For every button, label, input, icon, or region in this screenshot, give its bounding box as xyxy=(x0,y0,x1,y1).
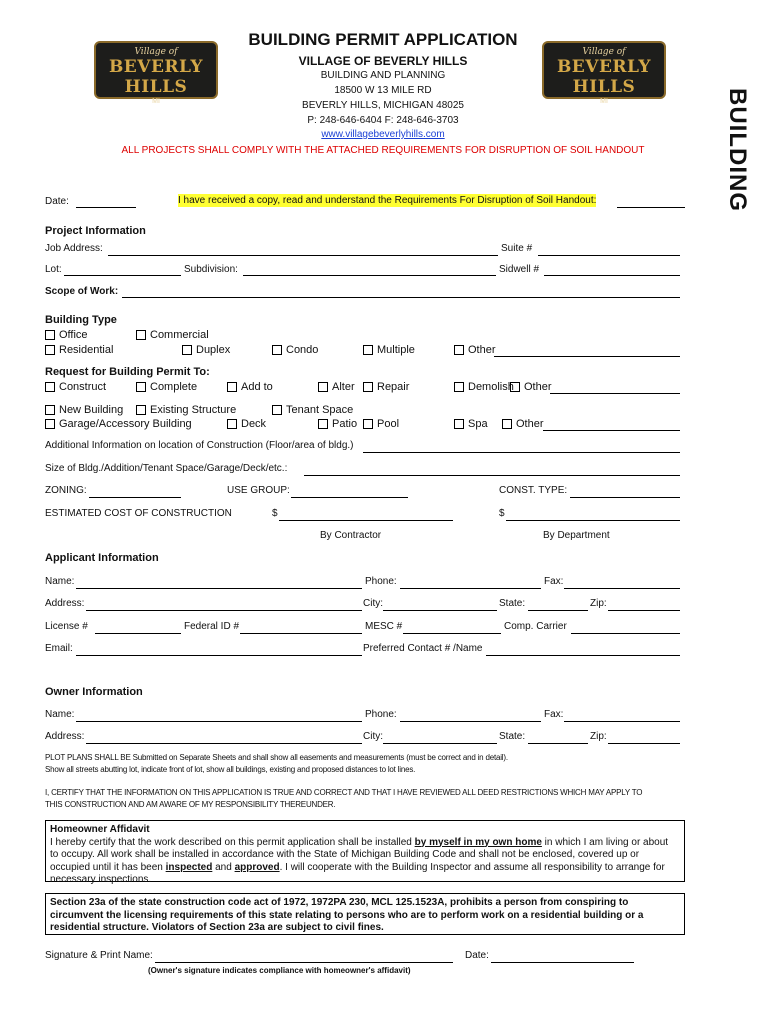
checkbox-icon xyxy=(45,330,55,340)
dollar-sign-department: $ xyxy=(499,508,505,519)
applicant-name-label: Name: xyxy=(45,576,75,587)
owner-name-field[interactable] xyxy=(76,721,362,722)
certify-line-1: I, CERTIFY THAT THE INFORMATION ON THIS APPLICATION IS TRUE AND CORRECT AND THAT I HAVE REVIEWED ALL DEED RESTRICTIONS WHICH MAY APPLY TO xyxy=(45,788,643,797)
sidwell-label: Sidwell # xyxy=(499,264,540,275)
checkbox-icon xyxy=(272,345,282,355)
by-department-label: By Department xyxy=(543,530,610,541)
request-complete[interactable]: Complete xyxy=(136,381,197,393)
checkbox-icon xyxy=(136,382,146,392)
dollar-sign-contractor: $ xyxy=(272,508,278,519)
request-spa[interactable]: Spa xyxy=(454,418,488,430)
owner-address-field[interactable] xyxy=(86,743,362,744)
zoning-field[interactable] xyxy=(89,497,181,498)
building-type-other-field[interactable] xyxy=(494,356,680,357)
checkbox-icon xyxy=(227,419,237,429)
signature-label: Signature & Print Name: xyxy=(45,950,153,961)
signature-field[interactable] xyxy=(155,962,453,963)
license-field[interactable] xyxy=(95,633,181,634)
affidavit-emphasis: by myself in my own home xyxy=(414,836,542,848)
request-construct[interactable]: Construct xyxy=(45,381,106,393)
request-other-2[interactable]: Other xyxy=(502,418,544,430)
comp-carrier-field[interactable] xyxy=(571,633,680,634)
project-info-heading: Project Information xyxy=(45,225,146,237)
owner-name-label: Name: xyxy=(45,709,75,720)
building-type-residential[interactable]: Residential xyxy=(45,344,113,356)
address-line-2: BEVERLY HILLS, MICHIGAN 48025 xyxy=(302,100,464,111)
phone-fax: P: 248-646-6404 F: 248-646-3703 xyxy=(307,115,459,126)
owner-fax-field[interactable] xyxy=(564,721,680,722)
scope-label: Scope of Work: xyxy=(45,286,119,297)
logo-top-text: Village of xyxy=(134,47,178,57)
lot-label: Lot: xyxy=(45,264,62,275)
job-address-label: Job Address: xyxy=(45,243,103,254)
department: BUILDING AND PLANNING xyxy=(320,70,446,81)
federal-id-field[interactable] xyxy=(240,633,362,634)
date-label: Date: xyxy=(45,196,69,207)
email-field[interactable] xyxy=(76,655,362,656)
affidavit-line-3: occupied until it has been inspected and approved. I will cooperate with the Building Inspector and assume all responsibility to arrange for xyxy=(50,861,665,873)
owner-zip-field[interactable] xyxy=(608,743,680,744)
lot-field[interactable] xyxy=(64,275,181,276)
request-garage[interactable]: Garage/Accessory Building xyxy=(45,418,192,430)
request-pool[interactable]: Pool xyxy=(363,418,399,430)
acknowledgement-field[interactable] xyxy=(617,207,685,208)
logo-top-text: Village of xyxy=(582,47,626,57)
request-patio[interactable]: Patio xyxy=(318,418,357,430)
checkbox-icon xyxy=(318,419,328,429)
plot-plans-line-1: PLOT PLANS SHALL BE Submitted on Separate Sheets and shall show all easements and measurements (must be correct and in detail). xyxy=(45,753,508,762)
request-new-building[interactable]: New Building xyxy=(45,404,123,416)
form-title: BUILDING PERMIT APPLICATION xyxy=(248,30,518,49)
owner-phone-label: Phone: xyxy=(365,709,397,720)
sidwell-field[interactable] xyxy=(544,275,680,276)
suite-field[interactable] xyxy=(538,255,680,256)
owner-phone-field[interactable] xyxy=(400,721,541,722)
request-alter[interactable]: Alter xyxy=(318,381,355,393)
const-type-label: CONST. TYPE: xyxy=(499,485,568,496)
applicant-state-field[interactable] xyxy=(528,610,588,611)
applicant-state-label: State: xyxy=(499,598,526,609)
signature-date-field[interactable] xyxy=(491,962,634,963)
checkbox-icon xyxy=(318,382,328,392)
checkbox-icon xyxy=(45,382,55,392)
applicant-zip-label: Zip: xyxy=(590,598,607,609)
owner-address-label: Address: xyxy=(45,731,85,742)
scope-field[interactable] xyxy=(122,297,680,298)
request-other-2-field[interactable] xyxy=(543,430,680,431)
size-label: Size of Bldg./Addition/Tenant Space/Garage/Deck/etc.: xyxy=(45,463,288,474)
affidavit-line-2: to occupy. All work shall be installed in accordance with the State of Michigan Building Code and shall not be enclosed, covered up or xyxy=(50,849,640,860)
subdivision-field[interactable] xyxy=(243,275,496,276)
affidavit-line-4: necessary inspections. xyxy=(50,874,152,885)
logo-bottom-text: MI xyxy=(600,98,608,105)
building-type-office[interactable]: Office xyxy=(45,329,88,341)
plot-plans-line-2: Show all streets abutting lot, indicate front of lot, show all buildings, existing and proposed distances to lot lines. xyxy=(45,765,416,774)
checkbox-icon xyxy=(454,382,464,392)
request-deck[interactable]: Deck xyxy=(227,418,266,430)
affidavit-heading: Homeowner Affidavit xyxy=(50,824,150,835)
checkbox-icon xyxy=(45,345,55,355)
zoning-label: ZONING: xyxy=(45,485,87,496)
request-heading: Request for Building Permit To: xyxy=(45,366,210,378)
checkbox-icon xyxy=(45,419,55,429)
checkbox-icon xyxy=(182,345,192,355)
soil-handout-notice: ALL PROJECTS SHALL COMPLY WITH THE ATTACHED REQUIREMENTS FOR DISRUPTION OF SOIL HANDOUT xyxy=(121,145,645,156)
logo-bottom-text: MI xyxy=(152,98,160,105)
use-group-label: USE GROUP: xyxy=(227,485,290,496)
applicant-city-label: City: xyxy=(363,598,383,609)
request-add-to[interactable]: Add to xyxy=(227,381,273,393)
logo-name-text: BEVERLY HILLS xyxy=(108,57,204,97)
checkbox-icon xyxy=(454,419,464,429)
checkbox-icon xyxy=(454,345,464,355)
license-label: License # xyxy=(45,621,88,632)
location-label: Additional Information on location of Construction (Floor/area of bldg.) xyxy=(45,440,354,451)
applicant-fax-label: Fax: xyxy=(544,576,564,587)
size-field[interactable] xyxy=(304,475,680,476)
request-other[interactable]: Other xyxy=(510,381,552,393)
federal-id-label: Federal ID # xyxy=(184,621,240,632)
preferred-contact-field[interactable] xyxy=(486,655,680,656)
applicant-address-label: Address: xyxy=(45,598,85,609)
address-line-1: 18500 W 13 MILE RD xyxy=(334,85,432,96)
request-repair[interactable]: Repair xyxy=(363,381,409,393)
building-type-condo[interactable]: Condo xyxy=(272,344,318,356)
checkbox-icon xyxy=(136,405,146,415)
mesc-field[interactable] xyxy=(403,633,501,634)
date-field[interactable] xyxy=(76,207,136,208)
checkbox-icon xyxy=(363,419,373,429)
owner-heading: Owner Information xyxy=(45,686,143,698)
mesc-label: MESC # xyxy=(365,621,403,632)
suite-label: Suite # xyxy=(501,243,533,254)
owner-fax-label: Fax: xyxy=(544,709,564,720)
applicant-address-field[interactable] xyxy=(86,610,362,611)
owner-city-label: City: xyxy=(363,731,383,742)
request-existing-structure[interactable]: Existing Structure xyxy=(136,404,236,416)
section-23a-line-1: Section 23a of the state construction code act of 1972, 1972PA 230, MCL 125.1523A, prohibits a person from conspiring to xyxy=(50,897,629,908)
village-name: VILLAGE OF BEVERLY HILLS xyxy=(298,54,468,68)
cost-by-department-field[interactable] xyxy=(506,520,680,521)
logo-name-text: BEVERLY HILLS xyxy=(556,57,652,97)
request-demolish[interactable]: Demolish xyxy=(454,381,514,393)
checkbox-icon xyxy=(272,405,282,415)
preferred-contact-label: Preferred Contact # /Name xyxy=(363,643,483,654)
applicant-phone-field[interactable] xyxy=(400,588,541,589)
email-label: Email: xyxy=(45,643,73,654)
checkbox-icon xyxy=(227,382,237,392)
owner-state-field[interactable] xyxy=(528,743,588,744)
building-type-other[interactable]: Other xyxy=(454,344,496,356)
location-field[interactable] xyxy=(363,452,680,453)
checkbox-icon xyxy=(363,345,373,355)
checkbox-icon xyxy=(363,382,373,392)
use-group-field[interactable] xyxy=(291,497,408,498)
section-23a-box xyxy=(45,893,685,935)
request-other-field[interactable] xyxy=(550,393,680,394)
owner-city-field[interactable] xyxy=(383,743,497,744)
homeowner-affidavit-box xyxy=(45,820,685,885)
cost-by-contractor-field[interactable] xyxy=(279,520,453,521)
handout-acknowledgement: I have received a copy, read and understand the Requirements For Disruption of Soil Handout: xyxy=(178,195,597,206)
checkbox-icon xyxy=(45,405,55,415)
job-address-field[interactable] xyxy=(108,255,498,256)
applicant-fax-field[interactable] xyxy=(564,588,680,589)
building-type-duplex[interactable]: Duplex xyxy=(182,344,230,356)
building-type-commercial[interactable]: Commercial xyxy=(136,329,209,341)
subdivision-label: Subdivision: xyxy=(184,264,238,275)
request-tenant-space[interactable]: Tenant Space xyxy=(272,404,353,416)
website-link[interactable]: www.villagebeverlyhills.com xyxy=(321,129,445,140)
affidavit-approved: approved xyxy=(234,861,280,873)
building-type-multiple[interactable]: Multiple xyxy=(363,344,415,356)
applicant-city-field[interactable] xyxy=(383,610,497,611)
affidavit-line-1: I hereby certify that the work described on this permit application shall be installed by myself in my own home in which I am living or about xyxy=(50,836,669,848)
applicant-zip-field[interactable] xyxy=(608,610,680,611)
checkbox-icon xyxy=(136,330,146,340)
owner-state-label: State: xyxy=(499,731,526,742)
applicant-phone-label: Phone: xyxy=(365,576,397,587)
side-label: BUILDING xyxy=(724,88,751,212)
checkbox-icon xyxy=(510,382,520,392)
signature-note: (Owner's signature indicates compliance with homeowner's affidavit) xyxy=(148,966,411,975)
section-23a-line-2: circumvent the licensing requirements of this state relating to persons who are to perform work on a residential building or a xyxy=(50,909,644,921)
owner-zip-label: Zip: xyxy=(590,731,607,742)
const-type-field[interactable] xyxy=(570,497,680,498)
checkbox-icon xyxy=(502,419,512,429)
applicant-heading: Applicant Information xyxy=(45,552,159,564)
by-contractor-label: By Contractor xyxy=(320,530,382,541)
comp-carrier-label: Comp. Carrier xyxy=(504,621,567,632)
section-23a-line-3: residential structure. Violators of Section 23a are subject to civil fines. xyxy=(50,922,384,933)
applicant-name-field[interactable] xyxy=(76,588,362,589)
certify-line-2: THIS CONSTRUCTION AND AM AWARE OF MY RESPONSIBILITY THEREUNDER. xyxy=(45,800,336,809)
estimated-cost-label: ESTIMATED COST OF CONSTRUCTION xyxy=(45,508,232,519)
building-type-heading: Building Type xyxy=(45,314,117,326)
affidavit-inspected: inspected xyxy=(165,861,213,873)
signature-date-label: Date: xyxy=(465,950,489,961)
